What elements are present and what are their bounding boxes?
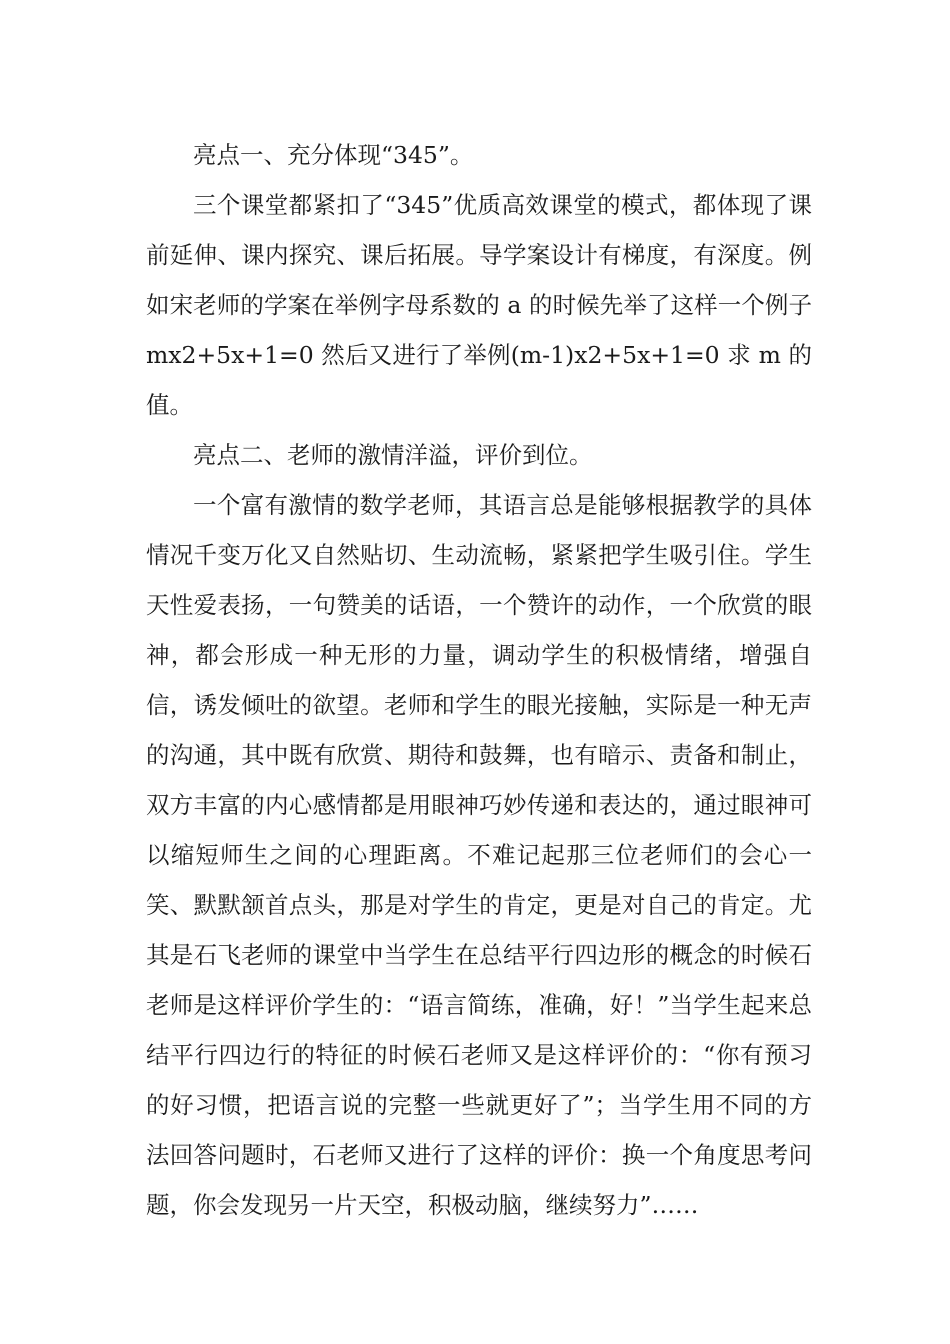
paragraph-highlight-two-body: 一个富有激情的数学老师，其语言总是能够根据教学的具体情况千变万化又自然贴切、生动流畅，紧紧把学生吸引住。学生天性爱表扬，一句赞美的话语，一个赞许的动作，一个欣赏的眼神，都会形成一种无形的力量，调动学生的积极情绪，增强自信，诱发倾吐的欲望。老师和学生的眼光接触，实际是一种无声的沟通，其中既有欣赏、期待和鼓舞，也有暗示、责备和制止，双方丰富的内心感情都是用眼神巧妙传递和表达的，通过眼神可以缩短师生之间的心理距离。不难记起那三位老师们的会心一笑、默默颔首点头，那是对学生的肯定，更是对自己的肯定。尤其是石飞老师的课堂中当学生在总结平行四边形的概念的时候石老师是这样评价学生的：“语言简练，准确，好！”当学生起来总结平行四边行的特征的时候石老师又是这样评价的：“你有预习的好习惯，把语言说的完整一些就更好了”；当学生用不同的方法回答问题时，石老师又进行了这样的评价：换一个角度思考问题，你会发现另一片天空，积极动脑，继续努力”…… [146, 491, 812, 1219]
paragraph-highlight-one-body: 三个课堂都紧扣了“345”优质高效课堂的模式，都体现了课前延伸、课内探究、课后拓展。导学案设计有梯度，有深度。例如宋老师的学案在举例字母系数的 a 的时候先举了这样一个例子 mx2+5x+1=0 然后又进行了举例(m-1)x2+5x+1=0 求 m 的值。 [146, 191, 812, 419]
document-body [146, 130, 812, 1230]
heading-highlight-one: 亮点一、充分体现“345”。 [193, 141, 474, 169]
heading-highlight-two: 亮点二、老师的激情洋溢，评价到位。 [193, 441, 593, 469]
